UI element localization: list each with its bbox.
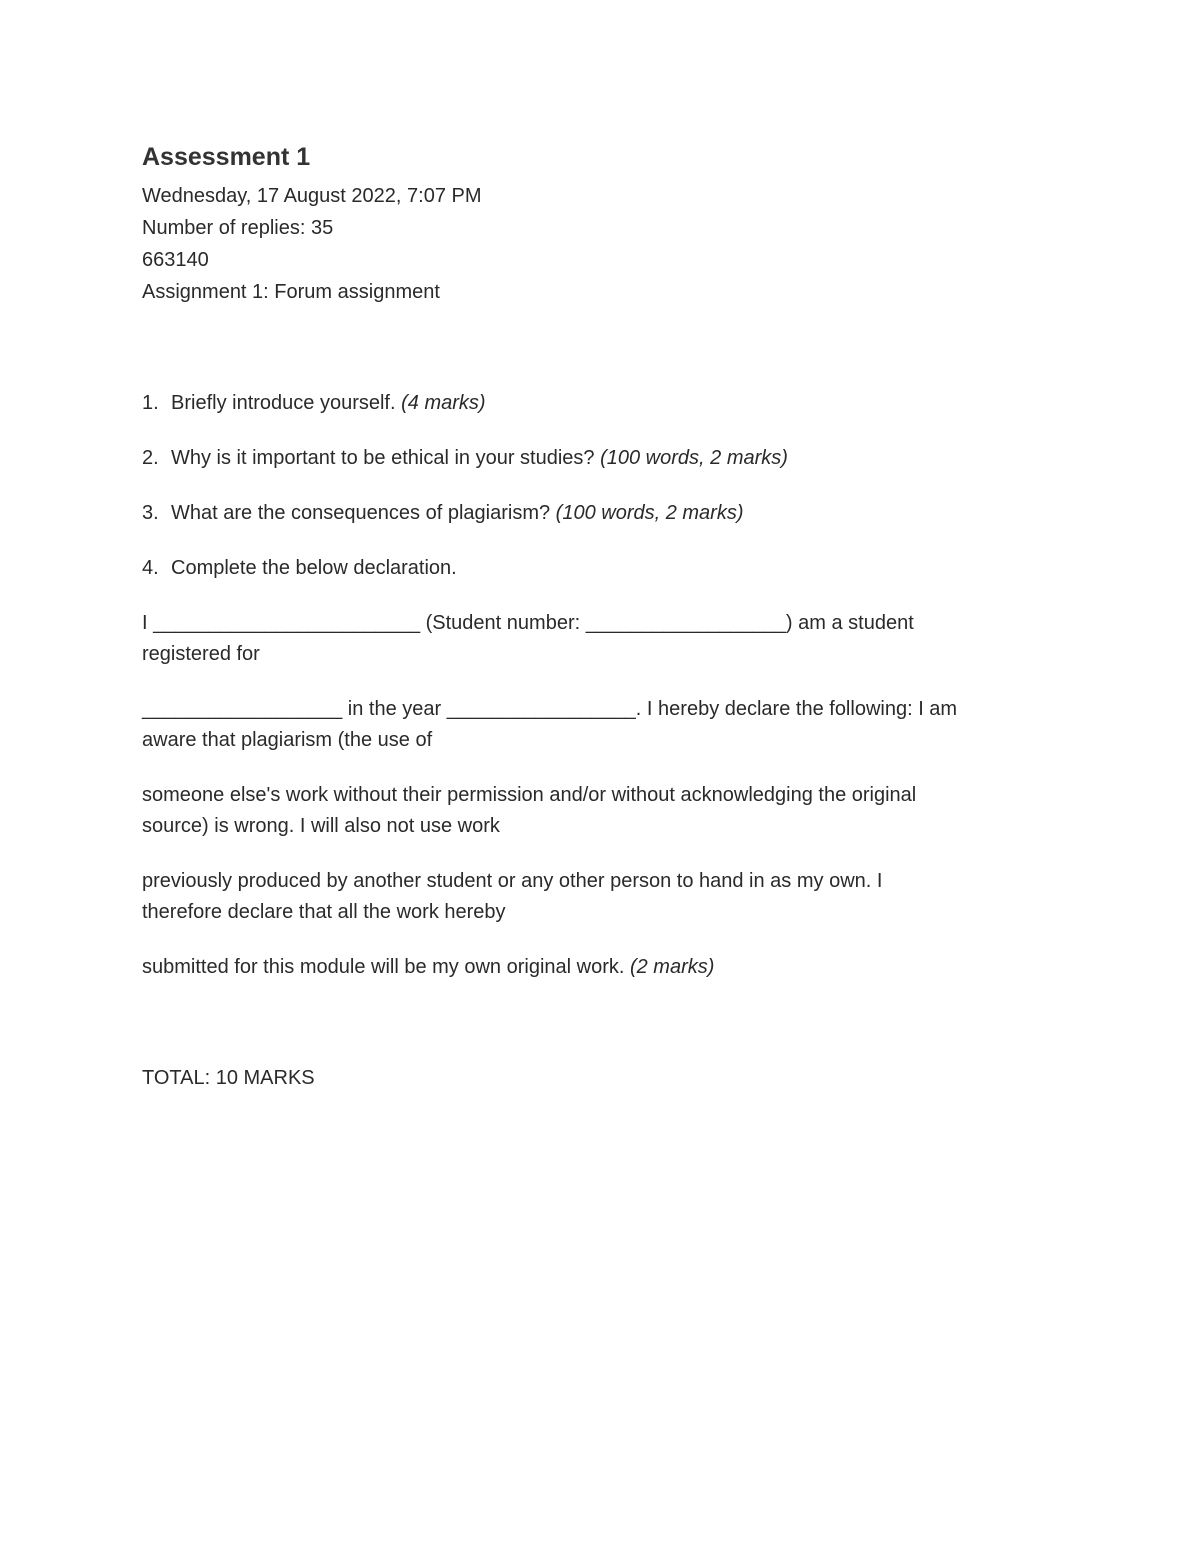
question-marks: (4 marks) — [401, 392, 486, 414]
question-text: What are the consequences of plagiarism? — [171, 502, 556, 524]
declaration-line: __________________ in the year _________________. I hereby declare the following: I am — [142, 698, 958, 720]
post-date: Wednesday, 17 August 2022, 7:07 PM — [142, 185, 482, 207]
question-list — [142, 388, 1062, 584]
assignment-name: Assignment 1: Forum assignment — [142, 281, 440, 303]
declaration-paragraph — [142, 866, 1062, 928]
question-item — [142, 553, 1062, 584]
declaration-line: previously produced by another student or any other person to hand in as my own. I — [142, 870, 883, 892]
reply-count: Number of replies: 35 — [142, 217, 334, 239]
declaration-line: source) is wrong. I will also not use work — [142, 815, 500, 837]
document-page — [142, 140, 1062, 1094]
question-marks: (100 words, 2 marks) — [555, 502, 744, 524]
question-item — [142, 498, 1062, 529]
question-number: 3. — [142, 502, 159, 524]
declaration-line: someone else's work without their permission and/or without acknowledging the original — [142, 784, 917, 806]
declaration-paragraph — [142, 952, 1062, 983]
question-marks: (100 words, 2 marks) — [600, 447, 788, 469]
declaration-line: I ________________________ (Student number: __________________) am a student — [142, 612, 914, 634]
question-number: 4. — [142, 557, 159, 579]
question-item — [142, 443, 1062, 474]
declaration-paragraph — [142, 780, 1062, 842]
declaration-marks: (2 marks) — [629, 956, 715, 978]
question-item — [142, 388, 1062, 419]
declaration-line: aware that plagiarism (the use of — [142, 729, 433, 751]
module-code: 663140 — [142, 249, 209, 271]
question-number: 1. — [142, 392, 159, 414]
question-text: Briefly introduce yourself. — [171, 392, 402, 414]
question-text: Why is it important to be ethical in your studies? — [171, 447, 601, 469]
declaration-paragraph — [142, 694, 1062, 756]
question-number: 2. — [142, 447, 159, 469]
declaration-line: therefore declare that all the work hereby — [142, 901, 506, 923]
declaration-line: registered for — [142, 643, 260, 665]
declaration-line: submitted for this module will be my own original work. — [142, 956, 630, 978]
declaration-paragraph — [142, 608, 1062, 670]
total-marks: TOTAL: 10 MARKS — [142, 1067, 315, 1089]
question-text: Complete the below declaration. — [171, 557, 457, 579]
page-title: Assessment 1 — [142, 143, 311, 171]
